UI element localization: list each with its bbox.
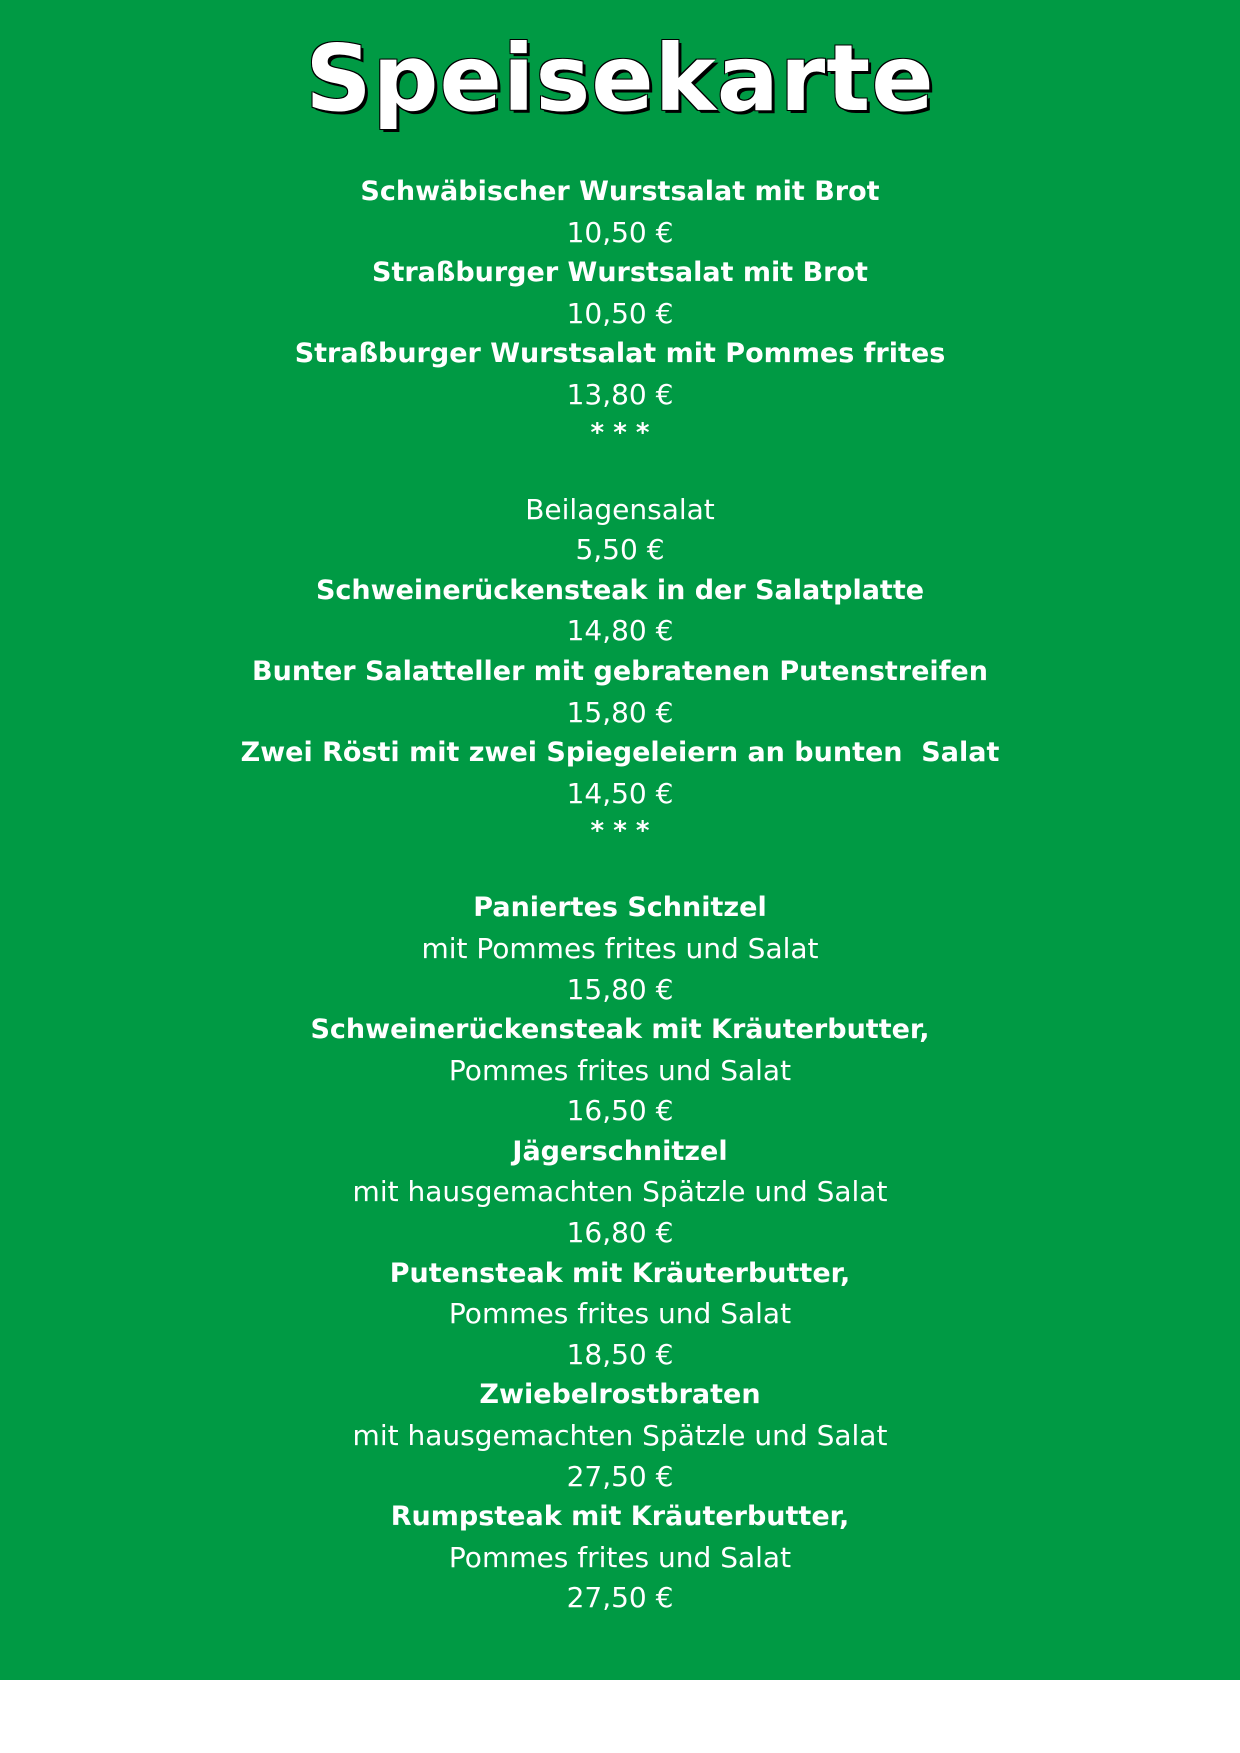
menu-items: [0, 172, 1240, 1619]
dish-description: Pommes frites und Salat: [448, 1540, 792, 1574]
dish-description: Pommes frites und Salat: [448, 1053, 792, 1087]
dish-name: Zwei Rösti mit zwei Spiegeleiern an bunten Salat: [240, 737, 1000, 769]
dish-price: 16,80 €: [566, 1216, 674, 1250]
dish-price: 18,50 €: [566, 1337, 674, 1371]
dish-name: Putensteak mit Kräuterbutter,: [389, 1257, 851, 1289]
dish-description: mit Pommes frites und Salat: [421, 931, 819, 965]
dish-name: Jägerschnitzel: [512, 1135, 728, 1167]
dish-name: Bunter Salatteller mit gebratenen Putenstreifen: [252, 655, 988, 687]
section-separator: * * *: [590, 417, 650, 448]
dish-price: 15,80 €: [566, 972, 674, 1006]
dish-price: 27,50 €: [566, 1581, 674, 1615]
dish-name: Straßburger Wurstsalat mit Pommes frites: [294, 338, 946, 370]
title-area: [0, 24, 1240, 134]
dish-price: 13,80 €: [566, 377, 674, 411]
section-gap: [0, 450, 1240, 490]
dish-name: Straßburger Wurstsalat mit Brot: [372, 257, 868, 289]
section-separator: * * *: [590, 816, 650, 847]
menu-title-text: Speisekarte: [305, 25, 935, 132]
dish-price: 10,50 €: [566, 296, 674, 330]
dish-price: 14,80 €: [566, 614, 674, 648]
dish-description: Pommes frites und Salat: [448, 1297, 792, 1331]
dish-name: Beilagensalat: [525, 492, 715, 526]
dish-name: Schweinerückensteak mit Kräuterbutter,: [310, 1014, 930, 1046]
dish-price: 14,50 €: [566, 776, 674, 810]
menu-section-main-dishes: [0, 888, 1240, 1619]
dish-price: 27,50 €: [566, 1459, 674, 1493]
menu-title: [301, 24, 938, 134]
dish-name: Schweinerückensteak in der Salatplatte: [315, 574, 925, 606]
dish-description: mit hausgemachten Spätzle und Salat: [352, 1419, 888, 1453]
dish-name: Rumpsteak mit Kräuterbutter,: [390, 1501, 850, 1533]
section-gap: [0, 848, 1240, 888]
menu-section-salad-plates: [0, 490, 1240, 849]
dish-name: Paniertes Schnitzel: [473, 892, 767, 924]
menu-section-salads: [0, 172, 1240, 450]
dish-name: Zwiebelrostbraten: [479, 1379, 761, 1411]
dish-price: 15,80 €: [566, 695, 674, 729]
dish-description: mit hausgemachten Spätzle und Salat: [352, 1175, 888, 1209]
dish-name: Schwäbischer Wurstsalat mit Brot: [360, 176, 880, 207]
dish-price: 10,50 €: [566, 215, 674, 249]
dish-price: 16,50 €: [566, 1094, 674, 1128]
dish-price: 5,50 €: [575, 533, 665, 567]
